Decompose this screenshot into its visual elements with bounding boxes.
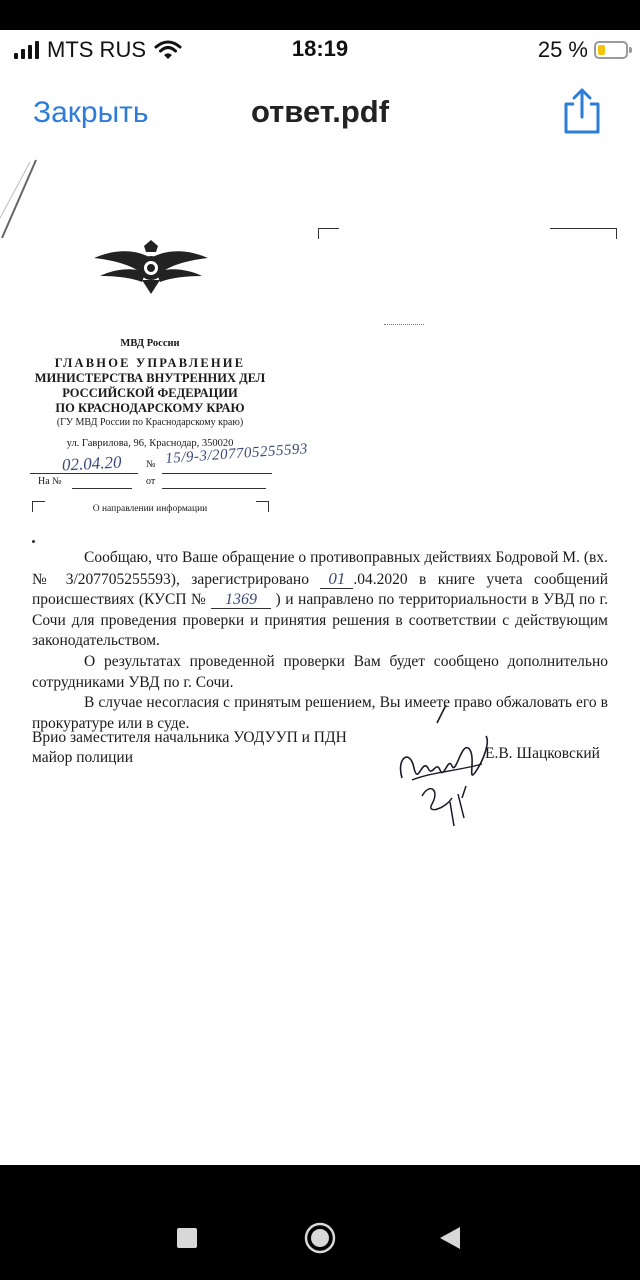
triangle-back-icon bbox=[438, 1225, 462, 1251]
from-label: от bbox=[146, 476, 156, 487]
handwritten-date: 02.04.20 bbox=[61, 452, 122, 475]
battery-icon bbox=[594, 41, 628, 59]
signatory-title-line-1: Врио заместителя начальника УОДУУП и ПДН bbox=[32, 729, 347, 746]
recents-button[interactable] bbox=[176, 1227, 198, 1252]
from-underline bbox=[162, 488, 266, 489]
corner-mark bbox=[550, 228, 617, 239]
document-title: ответ.pdf bbox=[250, 94, 390, 129]
handwritten-signature bbox=[392, 698, 492, 833]
circle-icon bbox=[303, 1221, 337, 1255]
paragraph-1-text-a: Сообщаю, что Ваше обращение о противоправных действиях Бодровой М. (вх. № 3/207705255593), зарегистрировано bbox=[32, 549, 608, 588]
square-icon bbox=[176, 1227, 198, 1249]
top-bezel bbox=[0, 0, 640, 30]
paragraph-1 bbox=[32, 548, 608, 652]
viewer-nav-bar bbox=[0, 72, 640, 162]
status-time: 18:19 bbox=[291, 36, 349, 61]
signatory-title-line-2: майор полиции bbox=[32, 749, 134, 766]
home-button[interactable] bbox=[303, 1221, 337, 1258]
header-line-1: ГЛАВНОЕ УПРАВЛЕНИЕ bbox=[54, 356, 246, 370]
header-line-3: РОССИЙСКОЙ ФЕДЕРАЦИИ bbox=[62, 386, 238, 400]
paragraph-1-text-b: .04.2020 в книге учета сообщений происшествиях (КУСП № bbox=[32, 570, 609, 609]
agency-short-name: МВД России bbox=[120, 338, 180, 349]
reference-underline bbox=[72, 488, 132, 489]
back-button[interactable] bbox=[438, 1225, 462, 1254]
subject-line: О направлении информации bbox=[92, 504, 208, 514]
letter-body bbox=[32, 548, 608, 734]
signatory-title bbox=[32, 728, 347, 768]
handwritten-day: 01 bbox=[320, 569, 353, 589]
reference-label: На № bbox=[38, 476, 62, 487]
handwritten-number: 15/9-3/207705255593 bbox=[164, 441, 309, 468]
scan-specks bbox=[384, 324, 424, 327]
header-line-2: МИНИСТЕРСТВА ВНУТРЕННИХ ДЕЛ bbox=[34, 371, 266, 385]
header-abbreviation: (ГУ МВД России по Краснодарскому краю) bbox=[56, 417, 244, 428]
close-button[interactable]: Закрыть bbox=[33, 96, 149, 129]
date-underline bbox=[30, 473, 138, 474]
number-label: № bbox=[146, 459, 156, 470]
agency-address: ул. Гаврилова, 96, Краснодар, 350020 bbox=[66, 438, 234, 449]
battery-fill bbox=[598, 45, 605, 55]
pdf-viewer-screen bbox=[0, 30, 640, 1165]
scan-edge-mark bbox=[0, 158, 40, 248]
status-right bbox=[538, 37, 628, 63]
mvd-emblem-icon bbox=[92, 238, 210, 296]
status-bar bbox=[0, 30, 640, 72]
header-line-4: ПО КРАСНОДАРСКОМУ КРАЮ bbox=[55, 401, 245, 415]
paragraph-3: В случае несогласия с принятым решением, Вы имеете право обжаловать его в прокуратуре или в суде. bbox=[32, 694, 608, 732]
battery-percent: 25 % bbox=[537, 37, 588, 62]
handwritten-kusp: 1369 bbox=[211, 591, 271, 609]
paragraph-2: О результатах проведенной проверки Вам будет сообщено дополнительно сотрудниками УВД по г. Сочи. bbox=[32, 652, 608, 691]
paragraph-1-text-c: ) и направлено по территориальности в УВД по г. Сочи для проведения проверки и принятия решения в соответствии с действующим законодательством. bbox=[32, 591, 609, 650]
number-underline bbox=[162, 473, 272, 474]
system-navigation-bar bbox=[0, 1165, 640, 1280]
share-icon bbox=[560, 86, 604, 136]
carrier-name: MTS RUS bbox=[47, 37, 146, 62]
scan-dot bbox=[32, 540, 35, 543]
pdf-page[interactable] bbox=[0, 158, 640, 1158]
signer-name: Е.В. Шацковский bbox=[485, 745, 600, 762]
corner-mark bbox=[318, 228, 339, 239]
share-button[interactable] bbox=[560, 86, 604, 136]
